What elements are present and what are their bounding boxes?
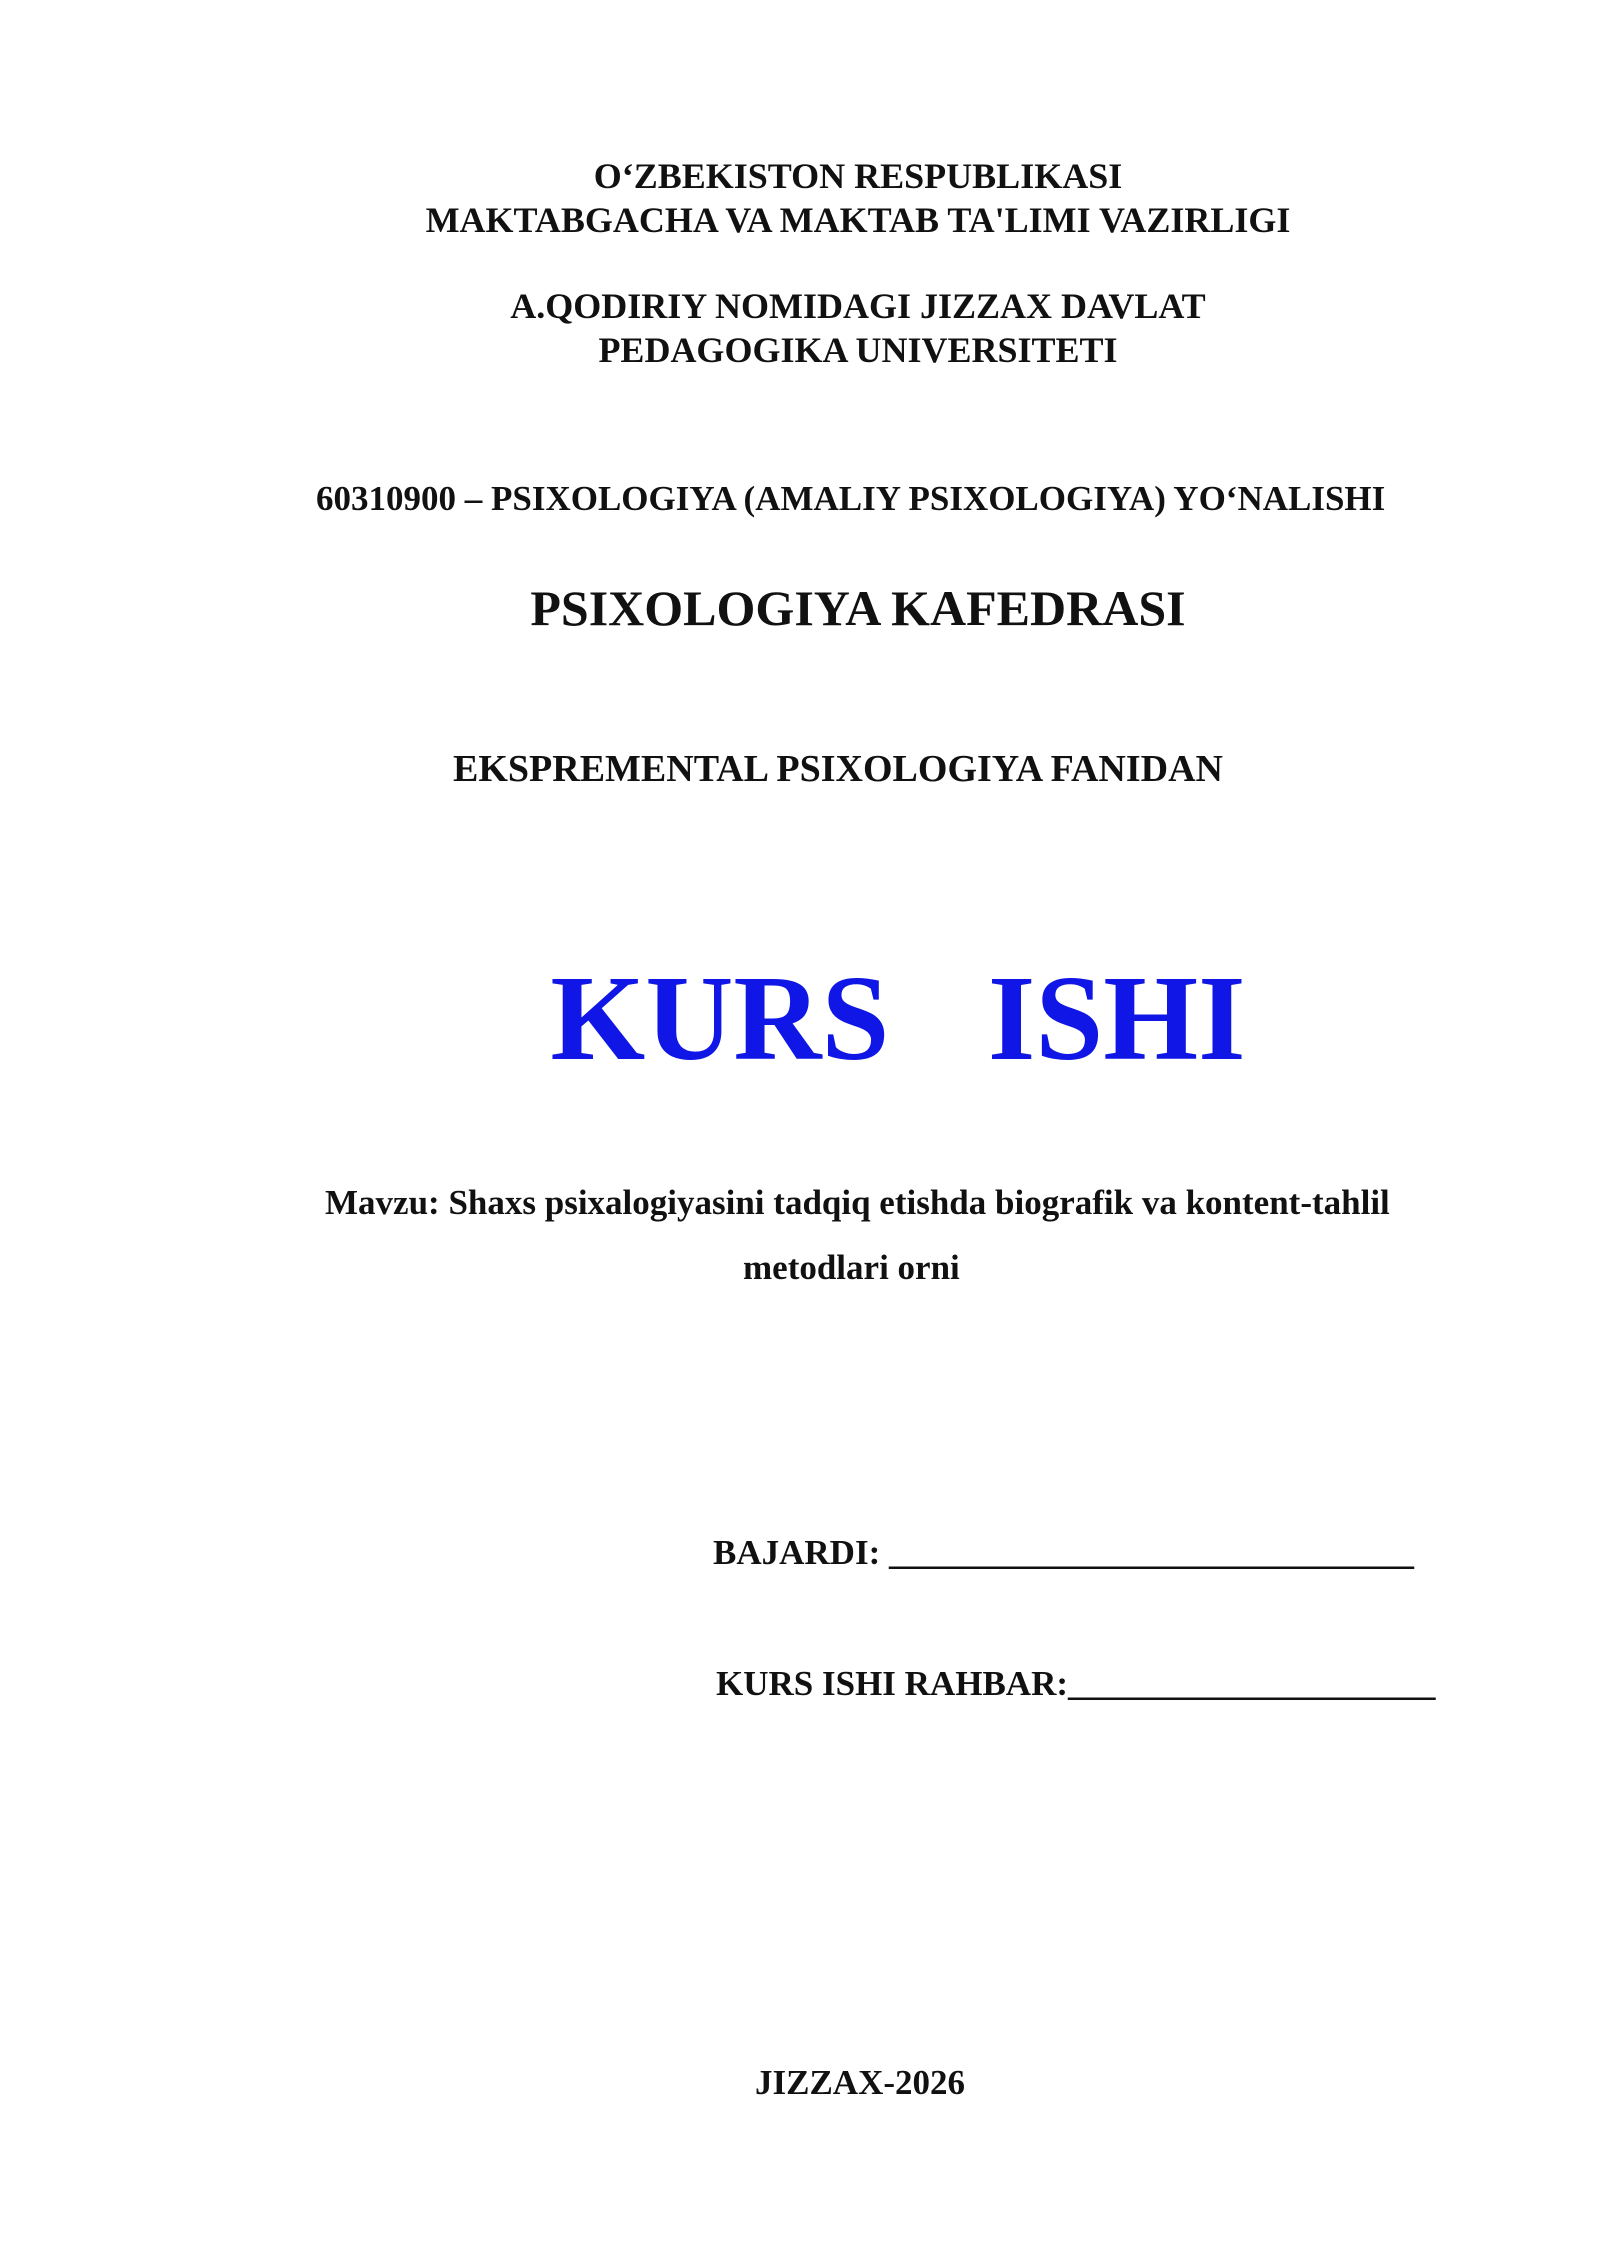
city-year: JIZZAX-2026 xyxy=(754,2063,966,2102)
university-line-2: PEDAGOGIKA UNIVERSITETI xyxy=(598,330,1118,370)
department-title: PSIXOLOGIYA KAFEDRASI xyxy=(530,580,1186,636)
ministry-line-2: MAKTABGACHA VA MAKTAB TA'LIMI VAZIRLIGI xyxy=(425,200,1291,240)
supervisor-signature-line: KURS ISHI RAHBAR:_____________________ xyxy=(716,1664,1436,1703)
performer-signature-line: BAJARDI: ______________________________ xyxy=(713,1533,1414,1572)
document-type-title: KURS ISHI xyxy=(550,951,1246,1086)
topic-line-1: Mavzu: Shaxs psixalogiyasini tadqiq etishda biografik va kontent-tahlil xyxy=(325,1183,1390,1222)
ministry-line-1: O‘ZBEKISTON RESPUBLIKASI xyxy=(593,156,1123,196)
university-line-1: A.QODIRIY NOMIDAGI JIZZAX DAVLAT xyxy=(510,286,1206,326)
subject-line: EKSPREMENTAL PSIXOLOGIYA FANIDAN xyxy=(453,748,1223,790)
topic-line-2: metodlari orni xyxy=(743,1248,960,1287)
direction-line: 60310900 – PSIXOLOGIYA (AMALIY PSIXOLOGIYA) YO‘NALISHI xyxy=(316,479,1386,518)
